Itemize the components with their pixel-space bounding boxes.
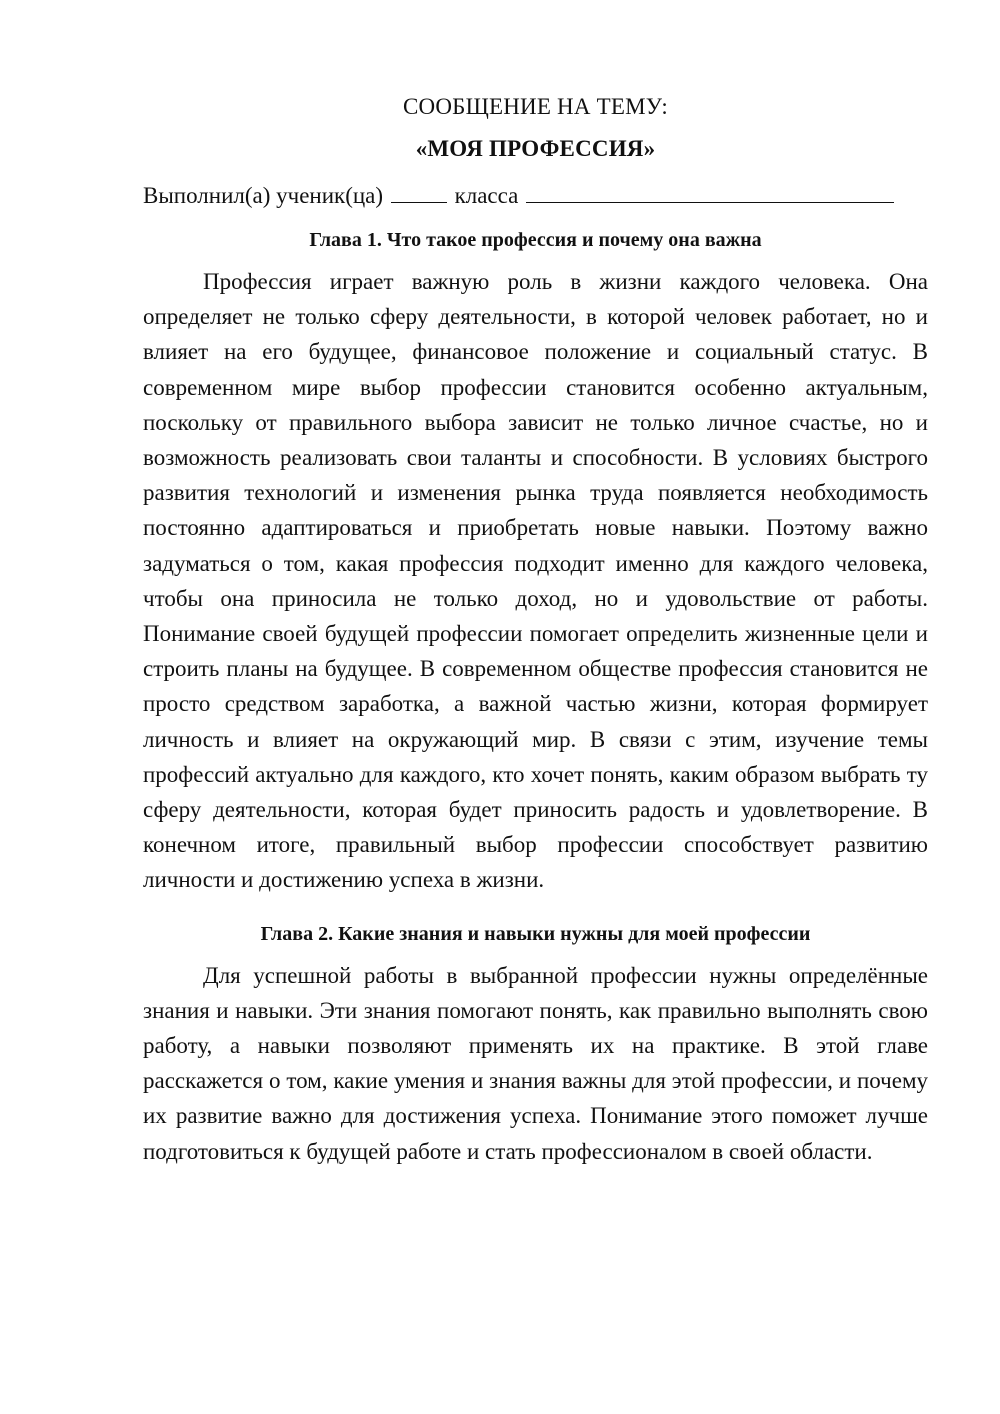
chapter-2-heading: Глава 2. Какие знания и навыки нужны для моей профессии: [260, 922, 811, 945]
document-title-line-1: СООБЩЕНИЕ НА ТЕМУ:: [403, 94, 668, 119]
student-info-line: [143, 180, 928, 211]
chapter-1-heading: Глава 1. Что такое профессия и почему она важна: [309, 229, 762, 251]
class-label: класса: [454, 183, 519, 208]
chapter-2-paragraph: Для успешной работы в выбранной профессии нужны определённые знания и навыки. Эти знания помогают понять, как правильно выполнять свою работу, а навыки позволяют применять их на практике. В этой главе расскажется о том, какие умения и знания важны для этой профессии, и почему их развитие важно для достижения успеха. Понимание этого поможет лучше подготовиться к будущей работе и стать профессионалом в своей области.: [143, 962, 928, 1164]
student-label: Выполнил(а) ученик(ца): [143, 183, 384, 208]
grade-blank: [391, 180, 447, 203]
document-title-line-2: «МОЯ ПРОФЕССИЯ»: [415, 136, 656, 161]
document-page: [143, 92, 928, 1169]
chapter-1-paragraph: Профессия играет важную роль в жизни каждого человека. Она определяет не только сферу деятельности, в которой человек работает, но и влияет на его будущее, финансовое положение и социальный статус. В современном мире выбор профессии становится особенно актуальным, поскольку от правильного выбора зависит не только личное счастье, но и возможность реализовать свои таланты и способности. В условиях быстрого развития технологий и изменения рынка труда появляется необходимость постоянно адаптироваться и приобретать новые навыки. Поэтому важно задуматься о том, какая профессия подходит именно для каждого человека, чтобы она приносила не только доход, но и удовольствие от работы. Понимание своей будущей профессии помогает определить жизненные цели и строить планы на будущее. В современном обществе профессия становится не просто средством заработка, а важной частью жизни, которая формирует личность и влияет на окружающий мир. В связи с этим, изучение темы профессий актуально для каждого, кто хочет понять, каким образом выбрать ту сферу деятельности, которая будет приносить радость и удовлетворение. В конечном итоге, правильный выбор профессии способствует развитию личности и достижению успеха в жизни.: [143, 269, 928, 893]
class-blank: [526, 180, 894, 203]
